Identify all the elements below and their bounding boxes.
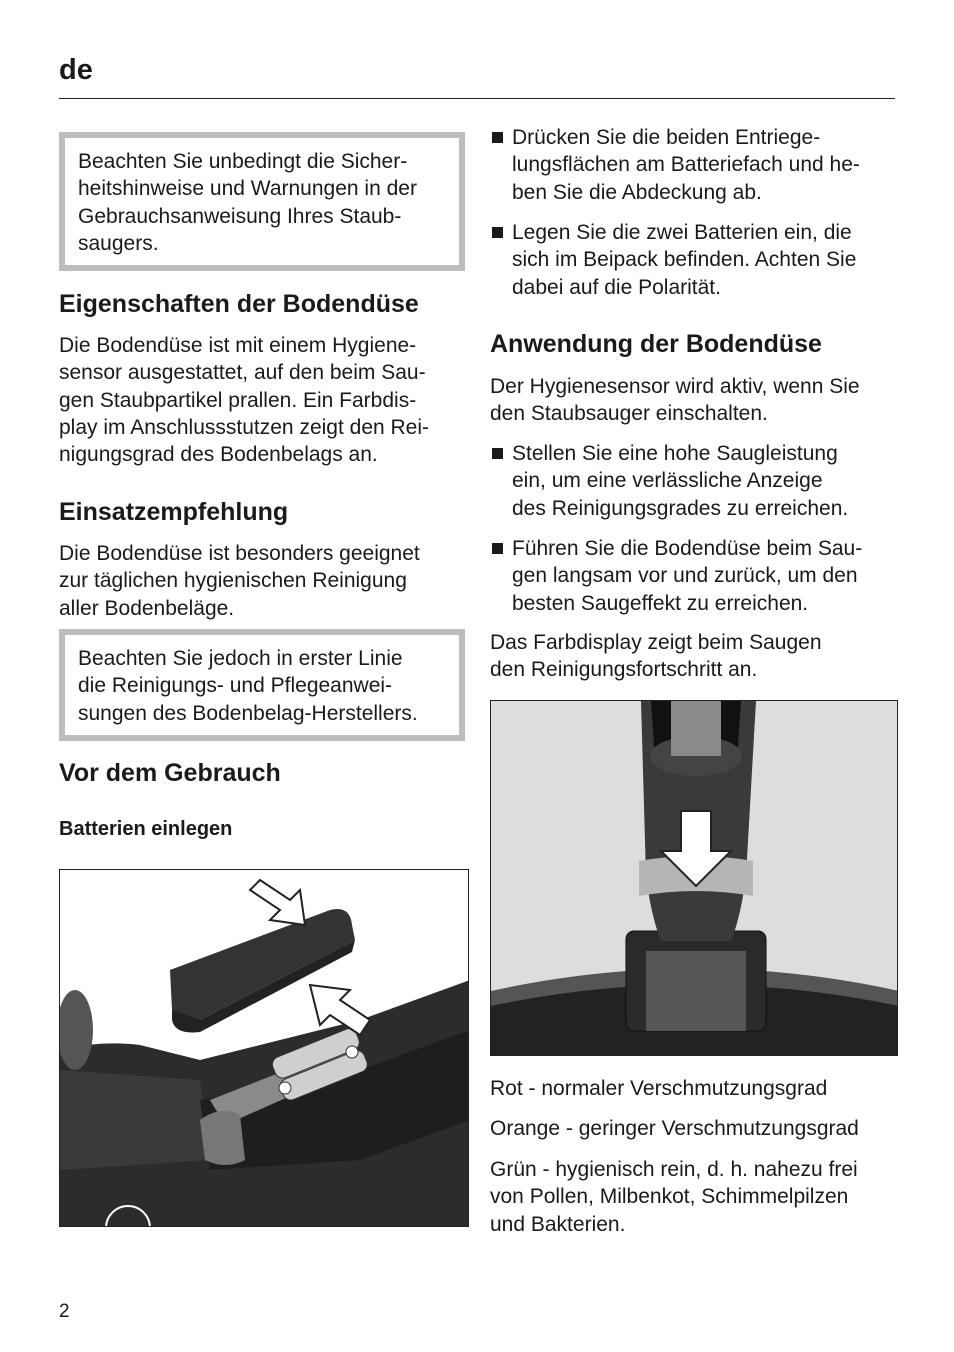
bullet-line: besten Saugeffekt zu erreichen. [512, 591, 809, 615]
bullet-line: Stellen Sie eine hohe Saugleistung [512, 442, 838, 465]
text-line: den Staubsauger einschalten. [490, 402, 768, 426]
bullet-line: ein, um eine verlässliche Anzeige [512, 469, 823, 493]
text-line: Das Farbdisplay zeigt beim Saugen [490, 631, 822, 654]
bullet-line: des Reinigungsgrades zu erreichen. [512, 496, 849, 520]
heading-eigenschaften: Eigenschaften der Bodendüse [59, 290, 419, 318]
note-line: sungen des Bodenbelag-Herstellers. [78, 701, 418, 725]
bullet-square-icon [492, 448, 503, 459]
note-line: Gebrauchsanweisung Ihres Staub- [78, 204, 402, 228]
note-line: saugers. [78, 231, 159, 255]
battery-insertion-illustration [59, 869, 469, 1227]
bullet-square-icon [492, 227, 503, 238]
heading-einsatz: Einsatzempfehlung [59, 498, 289, 526]
care-note-box [59, 629, 465, 741]
text-line: gen Staubpartikel prallen. Ein Farbdis- [59, 388, 417, 412]
text-line: aller Bodenbeläge. [59, 596, 235, 620]
bullet-line: ben Sie die Abdeckung ab. [512, 180, 762, 204]
text-line: play im Anschlussstutzen zeigt den Rei- [59, 415, 430, 439]
text-line: Die Bodendüse ist besonders geeignet [59, 542, 420, 565]
instruction-bullet [490, 124, 896, 206]
bullet-line: Drücken Sie die beiden Entriege- [512, 126, 821, 149]
paragraph-anwendung [490, 373, 900, 428]
instruction-bullet [490, 535, 896, 617]
bullet-line: dabei auf die Polarität. [512, 275, 721, 299]
note-line: die Reinigungs- und Pflegeanwei- [78, 674, 393, 698]
paragraph-farbdisplay [490, 629, 900, 684]
language-label: de [59, 54, 93, 86]
legend-red: Rot - normaler Verschmutzungsgrad [490, 1077, 828, 1100]
legend-orange: Orange - geringer Verschmutzungsgrad [490, 1117, 859, 1140]
paragraph-eigenschaften [59, 332, 469, 468]
text-line: und Bakterien. [490, 1212, 626, 1236]
text-line: Die Bodendüse ist mit einem Hygiene- [59, 334, 417, 357]
paragraph-einsatz [59, 540, 469, 622]
bullet-square-icon [492, 132, 503, 143]
note-line: Beachten Sie unbedingt die Sicher- [78, 150, 408, 173]
note-line: heitshinweise und Warnungen in der [78, 177, 417, 201]
safety-note-box [59, 132, 465, 271]
bullet-line: gen langsam vor und zurück, um den [512, 564, 858, 588]
heading-anwendung: Anwendung der Bodendüse [490, 330, 822, 358]
instruction-bullet [490, 440, 896, 522]
note-line: Beachten Sie jedoch in erster Linie [78, 647, 403, 670]
text-line: von Pollen, Milbenkot, Schimmelpilzen [490, 1185, 849, 1209]
text-line: den Reinigungsfortschritt an. [490, 658, 758, 682]
instruction-bullet [490, 219, 896, 301]
page-number: 2 [59, 1301, 70, 1322]
bullet-line: sich im Beipack befinden. Achten Sie [512, 248, 857, 272]
bullet-line: Führen Sie die Bodendüse beim Sau- [512, 537, 863, 560]
bullet-line: lungsflächen am Batteriefach und he- [512, 153, 860, 177]
text-line: Der Hygienesensor wird aktiv, wenn Sie [490, 375, 860, 398]
text-line: zur täglichen hygienischen Reinigung [59, 569, 407, 593]
bullet-square-icon [492, 543, 503, 554]
bullet-line: Legen Sie die zwei Batterien ein, die [512, 221, 852, 244]
text-line: sensor ausgestattet, auf den beim Sau- [59, 361, 426, 385]
color-display-illustration [490, 700, 898, 1056]
heading-vor-dem-gebrauch: Vor dem Gebrauch [59, 759, 281, 787]
subheading-batterien: Batterien einlegen [59, 818, 233, 840]
text-line: Grün - hygienisch rein, d. h. nahezu frei [490, 1158, 858, 1181]
legend-green [490, 1156, 900, 1238]
text-line: nigungsgrad des Bodenbelags an. [59, 443, 378, 467]
header-rule [59, 98, 895, 99]
